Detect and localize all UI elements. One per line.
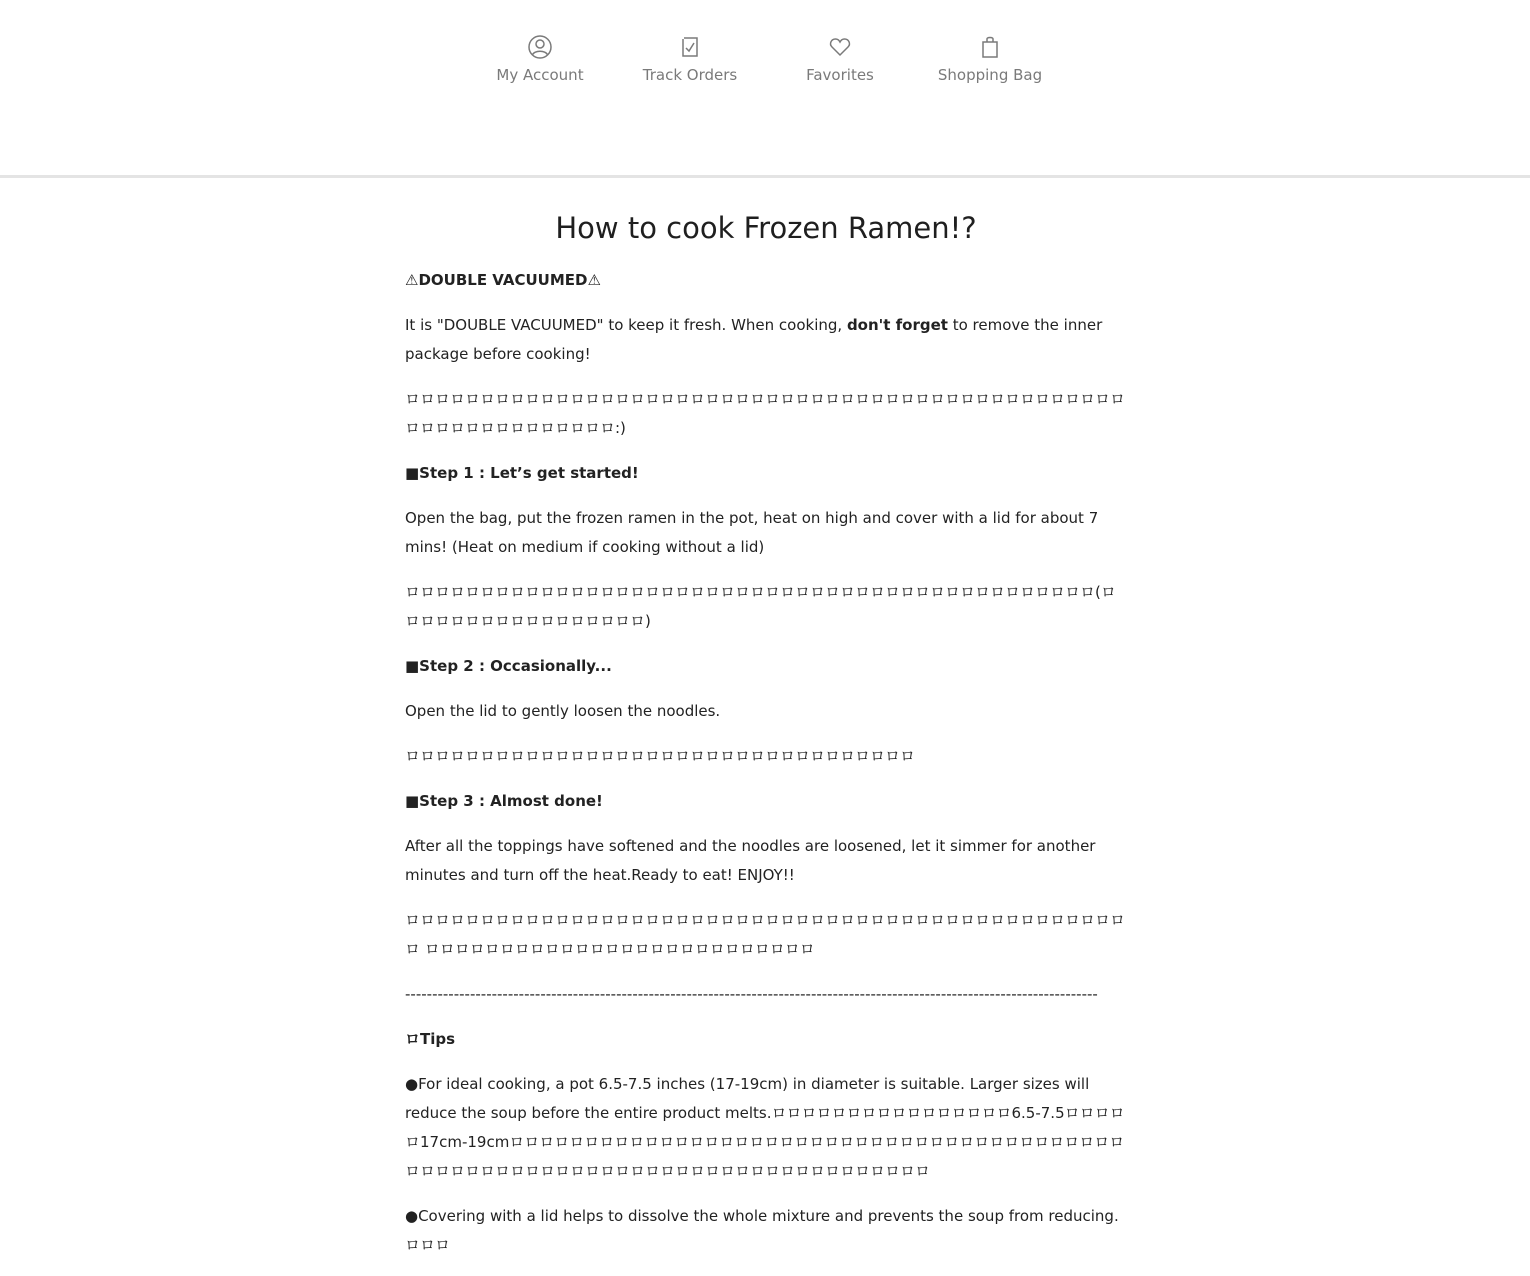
tip-pot-size: ●For ideal cooking, a pot 6.5-7.5 inches (17-19cm) in diameter is suitable. Larger sizes will reduce the soup before the entire product melts.ロロロロロロロロロロロロロロロロ6.5-7.5ロロロロロ17cm-19cmロロロロロロロロロロロロロロロロロロロロロロロロロロロロロロロロロロロロロロロロロロロロロロロロロロロロロロロロロロロロロロロロロロロロロロロロロロロロ: [405, 1075, 1125, 1180]
track-orders-icon: [615, 34, 765, 60]
step1-heading: ■Step 1 : Let’s get started!: [405, 464, 639, 482]
tips-heading: ロTips: [405, 1030, 456, 1048]
intro-text-start: It is "DOUBLE VACUUMED" to keep it fresh. When cooking,: [405, 316, 847, 334]
intro-text-end: to remove the inner package before cooking!: [405, 316, 1103, 363]
step2-text: Open the lid to gently loosen the noodles.: [405, 702, 721, 720]
track-orders-label: Track Orders: [642, 66, 738, 84]
step2-heading: ■Step 2 : Occasionally...: [405, 657, 612, 675]
intro-emphasis: don't forget: [846, 316, 948, 334]
shopping-bag-icon: [915, 34, 1065, 60]
separator-line: --------------------------------------------------------------------------------------------------------------------------------: [405, 985, 1098, 1003]
favorites-link[interactable]: [765, 34, 915, 84]
article-content: [405, 178, 1127, 1276]
shopping-bag-link[interactable]: [915, 34, 1065, 84]
intro-japanese: ロロロロロロロロロロロロロロロロロロロロロロロロロロロロロロロロロロロロロロロロロロロロロロロロロロロロロロロロロロロロロロ:): [405, 390, 1126, 437]
account-icon: [465, 34, 615, 60]
step3-text: After all the toppings have softened and the noodles are loosened, let it simmer for another minutes and turn off the heat.Ready to eat! ENJOY!!: [405, 837, 1096, 884]
step1-text: Open the bag, put the frozen ramen in the pot, heat on high and cover with a lid for about 7 mins! (Heat on medium if cooking without a lid): [405, 509, 1099, 556]
step1-japanese: ロロロロロロロロロロロロロロロロロロロロロロロロロロロロロロロロロロロロロロロロロロロロロロ(ロロロロロロロロロロロロロロロロロ): [405, 583, 1116, 630]
step3-japanese: ロロロロロロロロロロロロロロロロロロロロロロロロロロロロロロロロロロロロロロロロロロロロロロロロロ ロロロロロロロロロロロロロロロロロロロロロロロロロロ: [405, 911, 1126, 958]
favorites-label: Favorites: [806, 66, 874, 84]
step3-heading: ■Step 3 : Almost done!: [405, 792, 603, 810]
top-navigation: [0, 0, 1530, 178]
my-account-link[interactable]: [465, 34, 615, 84]
my-account-label: My Account: [496, 66, 584, 84]
shopping-bag-label: Shopping Bag: [937, 66, 1043, 84]
page-title: How to cook Frozen Ramen!?: [555, 211, 977, 245]
heart-icon: [765, 34, 915, 60]
tip-lid: ●Covering with a lid helps to dissolve the whole mixture and prevents the soup from reducing.ロロロ: [405, 1207, 1119, 1254]
warning-heading: ⚠DOUBLE VACUUMED⚠: [405, 271, 601, 289]
track-orders-link[interactable]: [615, 34, 765, 84]
step2-japanese: ロロロロロロロロロロロロロロロロロロロロロロロロロロロロロロロロロロ: [405, 747, 916, 765]
intro-paragraph: [405, 311, 1127, 369]
